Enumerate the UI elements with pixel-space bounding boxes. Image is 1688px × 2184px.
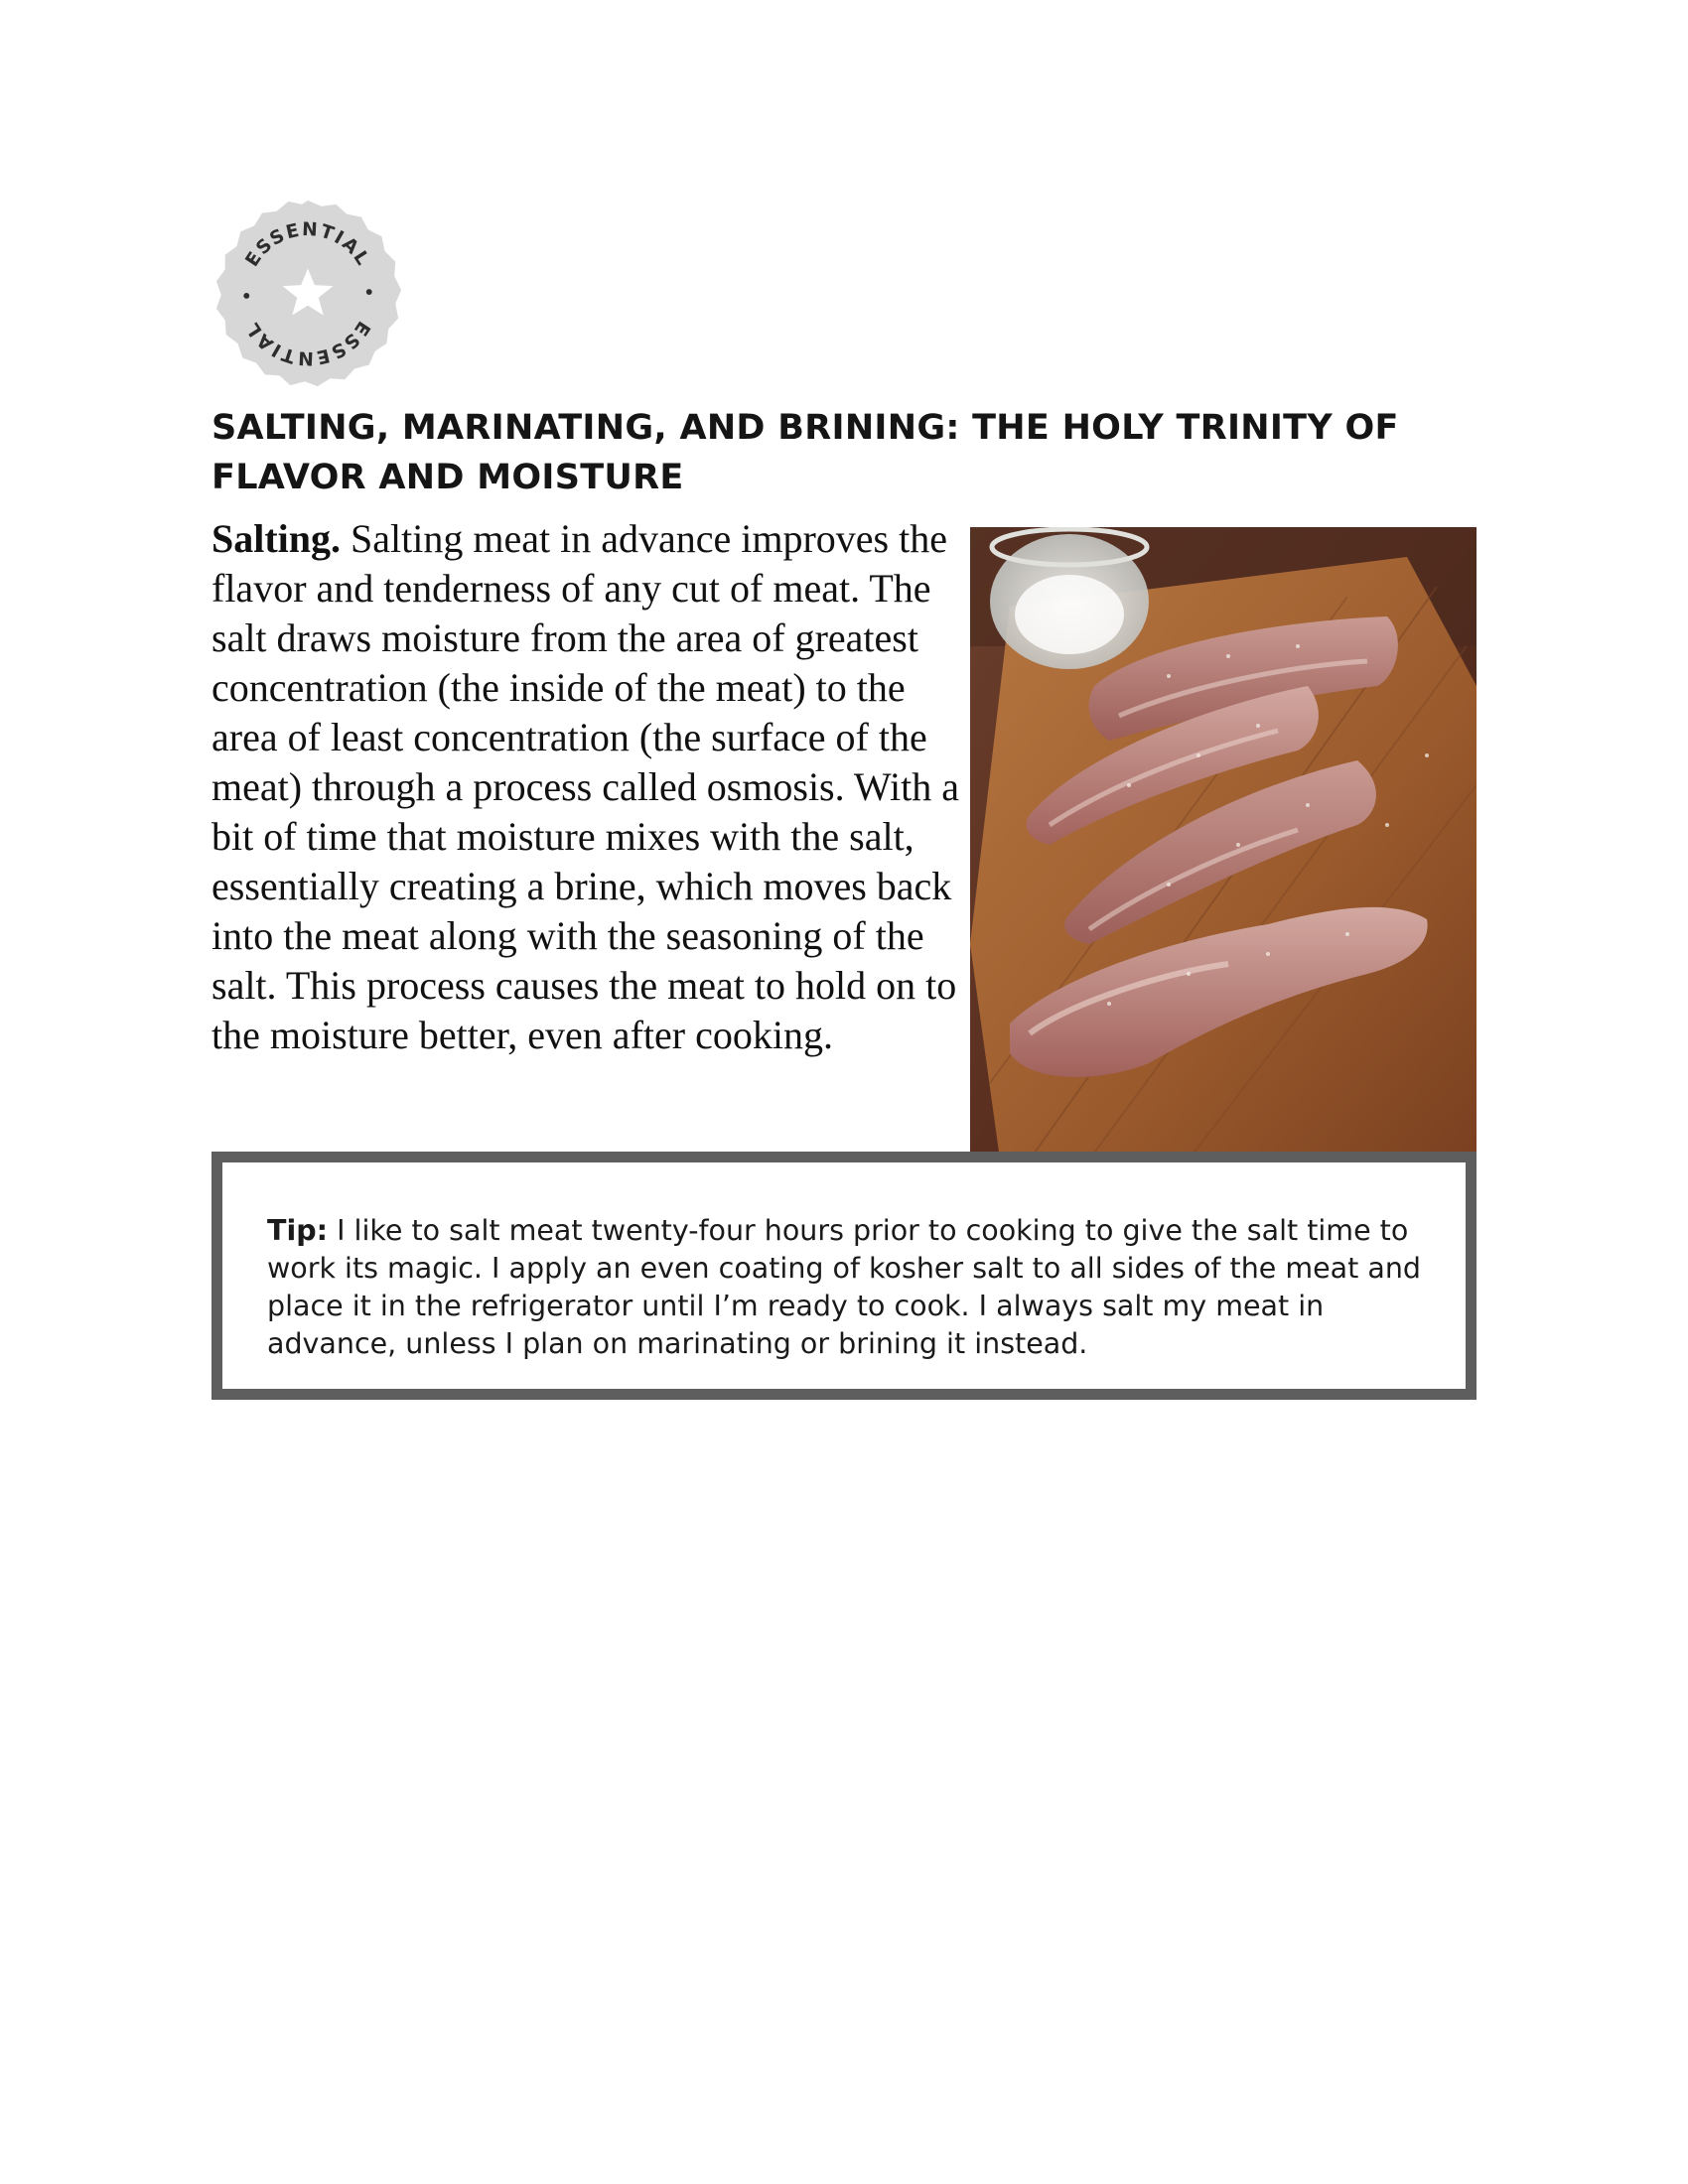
salted-meat-photo — [970, 527, 1477, 1160]
badge-dot-right — [366, 289, 372, 295]
badge-top-text: ESSENTIAL — [241, 218, 374, 271]
essential-badge — [211, 197, 405, 391]
tip-label: Tip: — [267, 1214, 329, 1247]
tip-paragraph — [267, 1212, 1449, 1363]
salting-body: Salting meat in advance improves the flavor and tenderness of any cut of meat. The salt draws moisture from the area of greatest concentration (the inside of the meat) to the area of least concentration (the surface of the meat) through a process called osmosis. With a bit of time that moisture mixes with the salt, essentially creating a brine, which moves back into the meat along with the seasoning of the salt. This process causes the meat to hold on to the moisture better, even after cooking. — [211, 516, 960, 1057]
badge-bottom-text: ESSENTIAL — [241, 317, 374, 369]
tip-box — [211, 1152, 1477, 1400]
salting-paragraph — [211, 514, 976, 1060]
salting-lead: Salting. — [211, 516, 342, 561]
tip-body: I like to salt meat twenty-four hours prior to cooking to give the salt time to work its magic. I apply an even coating of kosher salt to all sides of the meat and place it in the refrigerator until I’m ready to cook. I always salt my meat in advance, unless I plan on marinating or brining it instead. — [267, 1214, 1421, 1360]
badge-dot-left — [243, 293, 249, 299]
section-title: SALTING, MARINATING, AND BRINING: THE HOLY TRINITY OF FLAVOR AND MOISTURE — [211, 408, 1399, 497]
